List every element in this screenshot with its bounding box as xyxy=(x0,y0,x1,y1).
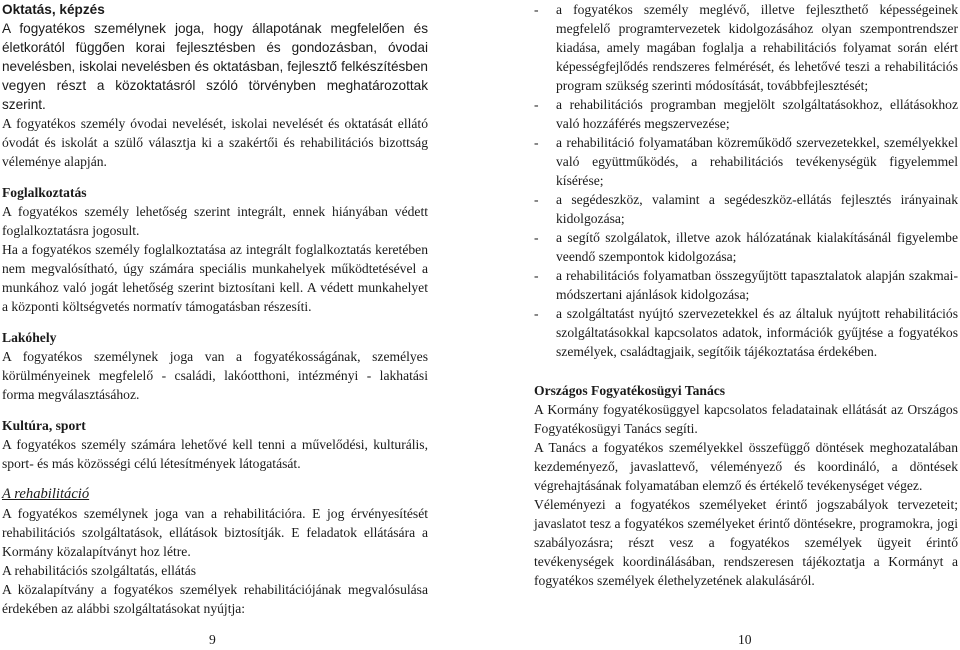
dash-bullet: - xyxy=(534,135,539,150)
dash-bullet: - xyxy=(534,268,539,283)
dash-bullet: - xyxy=(534,230,539,245)
paragraph-rehabilitacio-1: A fogyatékos személynek joga van a rehabilitációra. E jog érvényesítését rehabilitációs szolgáltatások, ellátások biztosítják. E feladatok ellátására a Kormány közalapítványt hoz létre. xyxy=(2,506,428,559)
dash-bullet: - xyxy=(534,97,539,112)
paragraph-tanacs-1: A Kormány fogyatékosüggyel kapcsolatos feladatainak ellátását az Országos Fogyatékosügyi Tanács segíti. xyxy=(534,402,958,436)
list-item-text: a rehabilitáció folyamatában közreműködő szervezetekkel, személyekkel való együttműködés, a rehabilitációs tevékenységük figyelemmel kísérése; xyxy=(556,135,958,188)
heading-orszagos-fogyatekosugyi-tanacs: Országos Fogyatékosügyi Tanács xyxy=(534,383,726,398)
heading-lakohely: Lakóhely xyxy=(2,330,57,345)
paragraph-kultura-sport: A fogyatékos személy számára lehetővé kell tenni a művelődési, kulturális, sport- és más közösségi célú létesítmények látogatását. xyxy=(2,437,428,471)
service-list xyxy=(534,0,958,361)
list-item-text: a rehabilitációs programban megjelölt szolgáltatásokhoz, ellátásokhoz való hozzáférés megszervezése; xyxy=(556,97,958,131)
heading-foglalkoztatas: Foglalkoztatás xyxy=(2,185,87,200)
list-item-text: a szolgáltatást nyújtó szervezetekkel és az általuk nyújtott rehabilitációs szolgáltatásokkal kapcsolatos adatok, információk gyűjtése a fogyatékos személyek, családtagjaik, segítőik tájékoztatása érdekében. xyxy=(556,306,958,359)
heading-kultura-sport: Kultúra, sport xyxy=(2,418,86,433)
list-item xyxy=(534,95,958,133)
list-item xyxy=(534,228,958,266)
paragraph-rehabilitacio-2: A rehabilitációs szolgáltatás, ellátás xyxy=(2,563,197,578)
list-item-text: a rehabilitációs folyamatban összegyűjtött tapasztalatok alapján szakmai-módszertani ajánlások kidolgozása; xyxy=(556,268,958,302)
heading-rehabilitacio: A rehabilitáció xyxy=(2,486,90,502)
list-item xyxy=(534,190,958,228)
paragraph-lakohely: A fogyatékos személynek joga van a fogyatékosságának, személyes körülményeinek megfelelő - családi, lakóotthoni, intézményi - lakhatási forma megválasztásához. xyxy=(2,349,428,402)
paragraph-oktatas-1: A fogyatékos személynek joga, hogy állapotának megfelelően és életkorától függően korai fejlesztésben és gondozásban, óvodai nevelésben, iskolai nevelésben és oktatásban, fejlesztő felkészítésben vegyen részt a közoktatásról szóló törvényben meghatározottak szerint. xyxy=(2,21,428,112)
list-item xyxy=(534,304,958,361)
dash-bullet: - xyxy=(534,306,539,321)
list-item-text: a segítő szolgálatok, illetve azok hálózatának kialakításánál figyelembe veendő szempontok kidolgozása; xyxy=(556,230,958,264)
paragraph-tanacs-3: Véleményezi a fogyatékos személyeket érintő jogszabályok tervezeteit; javaslatot tesz a fogyatékos személyeket érintő döntésekre, programokra, jogi szabályozásra; részt vesz a fogyatékos személyek ügyeit érintő tevékenységek koordinálásában, rendszeresen tájékoztatja a Kormányt a fogyatékos személyek élethelyzetének alakulásáról. xyxy=(534,497,958,588)
left-page-column xyxy=(2,0,428,618)
list-item xyxy=(534,0,958,95)
dash-bullet: - xyxy=(534,192,539,207)
paragraph-foglalkoztatas-2: Ha a fogyatékos személy foglalkoztatása az integrált foglalkoztatás keretében nem megvalósítható, úgy számára speciális munkahelyek működtetésével a munkához való jogát lehetőség szerint biztosítani kell. A védett munkahelyet a központi költségvetés normatív támogatásban részesíti. xyxy=(2,242,428,314)
list-item xyxy=(534,266,958,304)
paragraph-foglalkoztatas-1: A fogyatékos személy lehetőség szerint integrált, ennek hiányában védett foglalkoztatásra jogosult. xyxy=(2,204,428,238)
paragraph-rehabilitacio-3: A közalapítvány a fogyatékos személyek rehabilitációjának megvalósulása érdekében az alábbi szolgáltatásokat nyújtja: xyxy=(2,582,428,616)
page-number-right: 10 xyxy=(738,632,752,647)
list-item-text: a fogyatékos személy meglévő, illetve fejleszthető képességeinek megfelelő programtervezetek kidolgozásához olyan szempontrendszer kiadása, amely magában foglalja a rehabilitációs folyamat során elért képességfejlődés rendszeres felmérését, és lehetővé teszi a rehabilitációs program szükség szerinti módosítását, továbbfejlesztését; xyxy=(556,2,958,93)
heading-oktatas: Oktatás, képzés xyxy=(2,2,105,17)
paragraph-tanacs-2: A Tanács a fogyatékos személyekkel összefüggő döntések meghozatalában kezdeményező, javaslattevő, véleményező és koordináló, a döntések végrehajtásának folyamatában elemző és értékelő tevékenységet végez. xyxy=(534,440,958,493)
dash-bullet: - xyxy=(534,2,539,17)
list-item xyxy=(534,133,958,190)
list-item-text: a segédeszköz, valamint a segédeszköz-ellátás fejlesztés irányainak kidolgozása; xyxy=(556,192,958,226)
page-number-left: 9 xyxy=(209,632,216,647)
right-page-column xyxy=(534,0,958,590)
paragraph-oktatas-2: A fogyatékos személy óvodai nevelését, iskolai nevelését és oktatását ellátó óvodát és iskolát a szülő választja ki a szakértői és rehabilitációs bizottság véleménye alapján. xyxy=(2,116,428,169)
